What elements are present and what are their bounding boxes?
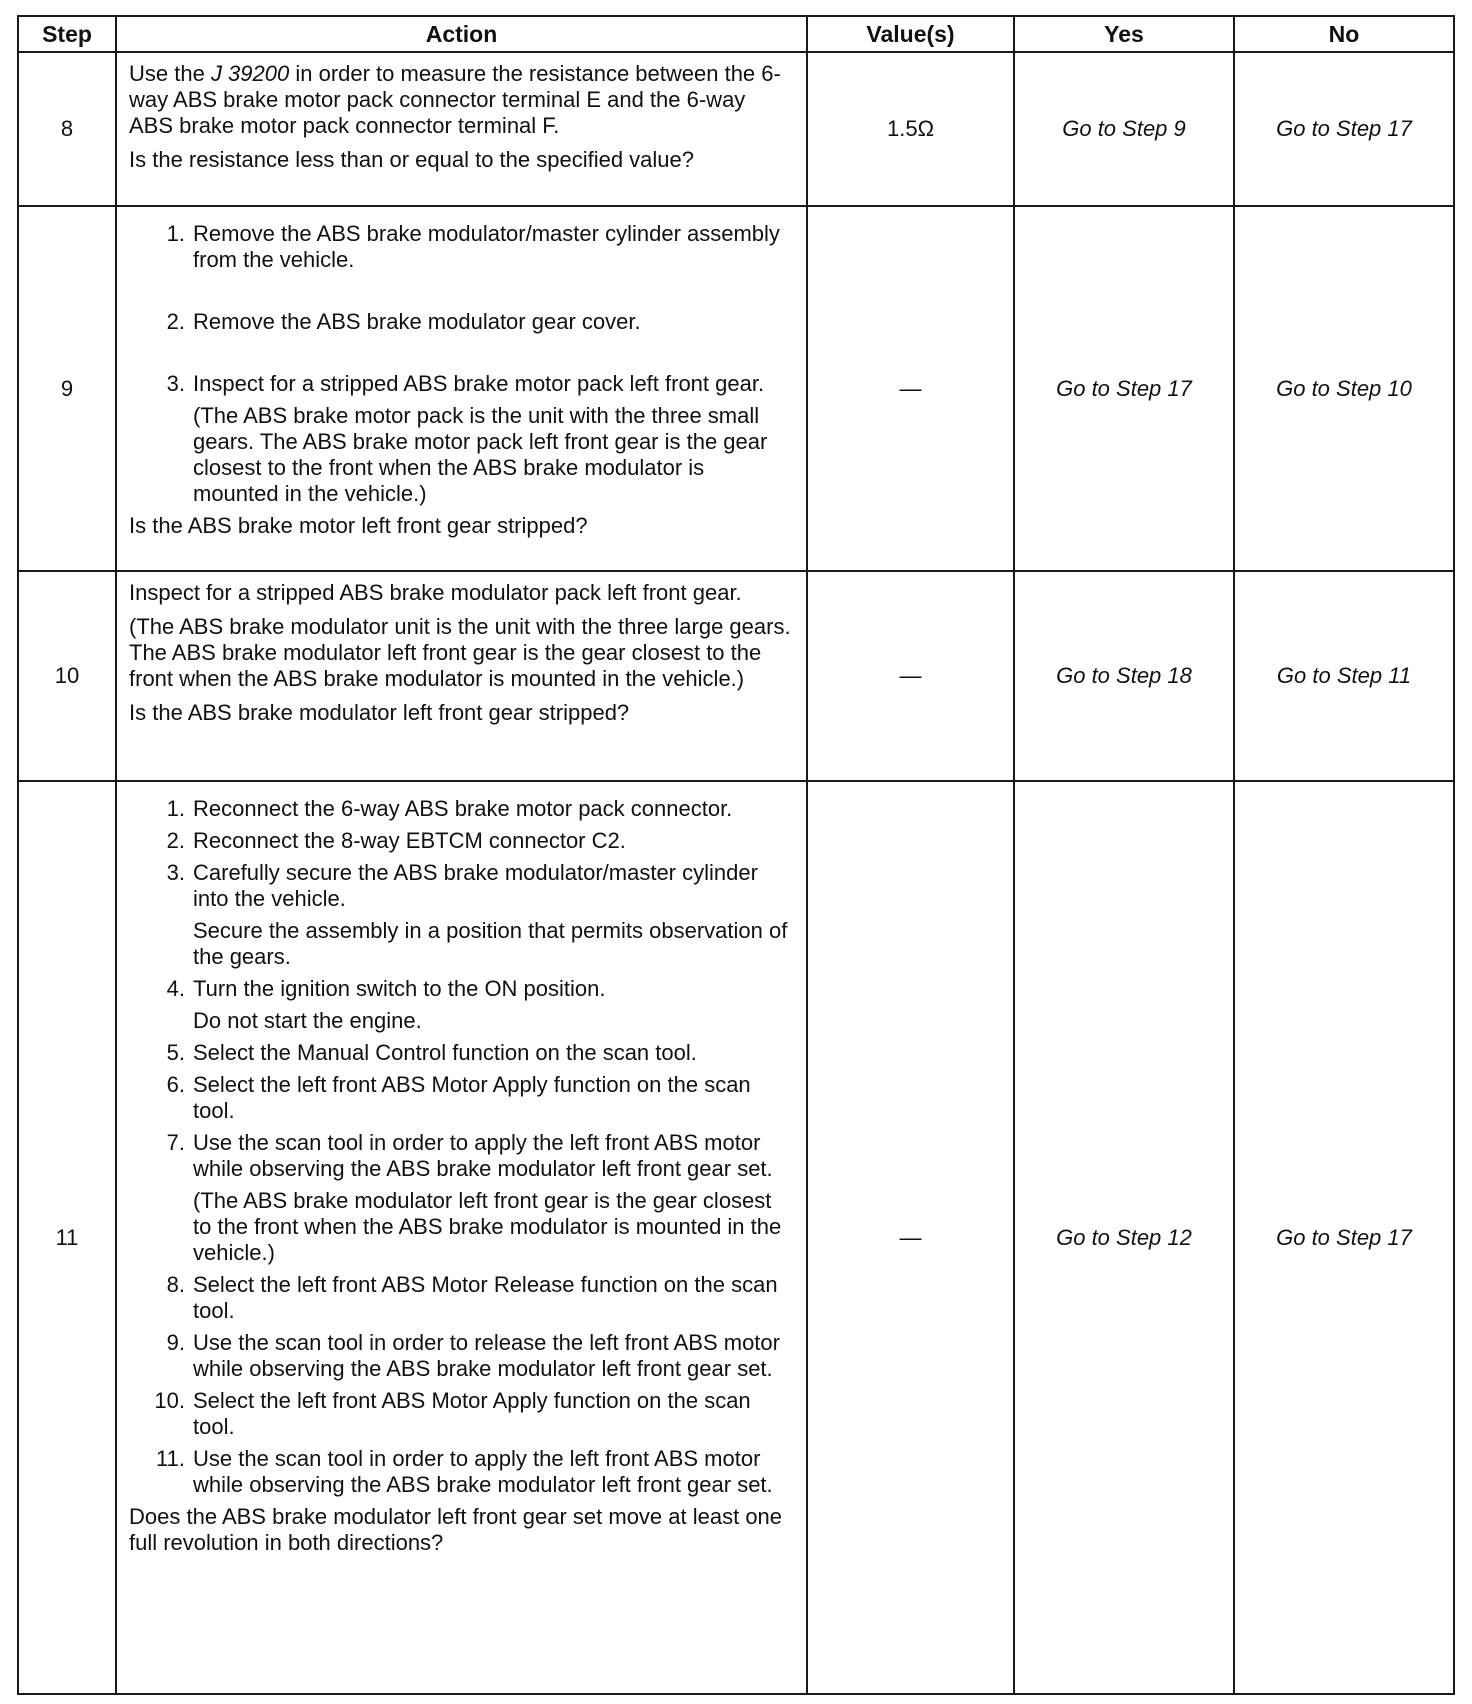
- step-number: 10: [18, 571, 116, 781]
- action-text: Inspect for a stripped ABS brake modulator pack left front gear.: [129, 580, 742, 605]
- header-yes: Yes: [1014, 16, 1234, 52]
- list-item-number: 8.: [166, 1272, 185, 1297]
- list-item-number: 9.: [166, 1330, 185, 1355]
- list-item-number: 5.: [166, 1040, 185, 1065]
- table-row-step-11: [18, 781, 1454, 1694]
- list-item: [129, 1272, 794, 1324]
- table-row-step-8: [18, 52, 1454, 206]
- list-item: [129, 1388, 794, 1440]
- tool-reference: J 39200: [210, 61, 290, 86]
- list-item-text: Turn the ignition switch to the ON position.: [193, 976, 606, 1001]
- list-item-number: 1.: [166, 221, 185, 246]
- list-item-number: 3.: [166, 371, 185, 396]
- action-text-pre: Use the: [129, 61, 211, 86]
- list-item-text: Carefully secure the ABS brake modulator/master cylinder into the vehicle.: [193, 860, 758, 911]
- list-item-text: Remove the ABS brake modulator/master cylinder assembly from the vehicle.: [193, 221, 780, 272]
- yes-cell: Go to Step 17: [1014, 206, 1234, 571]
- header-values: Value(s): [807, 16, 1014, 52]
- action-question: Is the ABS brake modulator left front gear stripped?: [129, 700, 630, 725]
- no-cell: Go to Step 11: [1234, 571, 1454, 781]
- action-text-post: in order to measure the resistance between the 6-way ABS brake motor pack connector terminal E and the 6-way ABS brake motor pack connector terminal F.: [129, 61, 781, 138]
- list-item-note: (The ABS brake modulator left front gear is the gear closest to the front when the ABS brake modulator is mounted in the vehicle.): [193, 1188, 782, 1265]
- list-item: [129, 1330, 794, 1382]
- header-row: [18, 16, 1454, 52]
- action-cell: [116, 781, 807, 1694]
- action-cell: [116, 52, 807, 206]
- action-text: [129, 61, 794, 139]
- list-item-number: 10.: [154, 1388, 185, 1413]
- list-item: [129, 1130, 794, 1266]
- no-cell: Go to Step 17: [1234, 52, 1454, 206]
- list-item: [129, 860, 794, 970]
- action-note: (The ABS brake modulator unit is the unit with the three large gears. The ABS brake modulator left front gear is the gear closest to the front when the ABS brake modulator is mounted in the vehicle.): [129, 614, 791, 691]
- step-number: 8: [18, 52, 116, 206]
- list-item: [129, 1446, 794, 1498]
- value-cell: 1.5Ω: [807, 52, 1014, 206]
- list-item-number: 1.: [166, 796, 185, 821]
- action-question: Is the ABS brake motor left front gear stripped?: [129, 513, 588, 538]
- list-item-text: Use the scan tool in order to apply the left front ABS motor while observing the ABS brake modulator left front gear set.: [193, 1130, 773, 1181]
- list-item-body: [193, 976, 794, 1034]
- list-item-body: [193, 860, 794, 970]
- list-item-number: 11.: [156, 1446, 185, 1471]
- list-item-number: 2.: [166, 828, 185, 853]
- action-list: [129, 796, 794, 1498]
- header-action: Action: [116, 16, 807, 52]
- list-item: [129, 1072, 794, 1124]
- no-cell: Go to Step 10: [1234, 206, 1454, 571]
- list-item-text: Inspect for a stripped ABS brake motor pack left front gear.: [193, 371, 765, 396]
- list-item-note: Do not start the engine.: [193, 1008, 422, 1033]
- header-step: Step: [18, 16, 116, 52]
- action-question: Is the resistance less than or equal to the specified value?: [129, 147, 695, 172]
- list-item-note: (The ABS brake motor pack is the unit with the three small gears. The ABS brake motor pack left front gear is the gear closest to the front when the ABS brake modulator is mounted in the vehicle.): [193, 403, 768, 506]
- no-cell: Go to Step 17: [1234, 781, 1454, 1694]
- list-item-number: 6.: [166, 1072, 185, 1097]
- header-no: No: [1234, 16, 1454, 52]
- action-list: [129, 221, 794, 507]
- list-item: [129, 221, 794, 273]
- table-row-step-9: [18, 206, 1454, 571]
- list-item-number: 3.: [166, 860, 185, 885]
- list-item-number: 2.: [166, 309, 185, 334]
- action-question: Does the ABS brake modulator left front gear set move at least one full revolution in both directions?: [129, 1504, 783, 1555]
- list-item-body: [193, 371, 794, 507]
- list-item-text: Select the left front ABS Motor Release function on the scan tool.: [193, 1272, 778, 1323]
- yes-cell: Go to Step 18: [1014, 571, 1234, 781]
- list-item: [129, 828, 794, 854]
- list-item-text: Select the left front ABS Motor Apply function on the scan tool.: [193, 1388, 751, 1439]
- value-cell: —: [807, 781, 1014, 1694]
- value-cell: —: [807, 571, 1014, 781]
- list-item-text: Remove the ABS brake modulator gear cover.: [193, 309, 641, 334]
- value-cell: —: [807, 206, 1014, 571]
- list-item: [129, 796, 794, 822]
- diagnostic-table: [17, 15, 1455, 1695]
- yes-cell: Go to Step 12: [1014, 781, 1234, 1694]
- list-item-text: Use the scan tool in order to release the left front ABS motor while observing the ABS brake modulator left front gear set.: [193, 1330, 780, 1381]
- list-item-body: [193, 1130, 794, 1266]
- list-item: [129, 371, 794, 507]
- list-item: [129, 309, 794, 335]
- list-item-text: Select the Manual Control function on the scan tool.: [193, 1040, 697, 1065]
- table-row-step-10: [18, 571, 1454, 781]
- list-item: [129, 976, 794, 1034]
- action-cell: [116, 206, 807, 571]
- list-item-note: Secure the assembly in a position that permits observation of the gears.: [193, 918, 788, 969]
- yes-cell: Go to Step 9: [1014, 52, 1234, 206]
- list-item: [129, 1040, 794, 1066]
- list-item-text: Use the scan tool in order to apply the left front ABS motor while observing the ABS brake modulator left front gear set.: [193, 1446, 773, 1497]
- step-number: 11: [18, 781, 116, 1694]
- list-item-text: Select the left front ABS Motor Apply function on the scan tool.: [193, 1072, 751, 1123]
- list-item-text: Reconnect the 6-way ABS brake motor pack connector.: [193, 796, 733, 821]
- step-number: 9: [18, 206, 116, 571]
- list-item-number: 7.: [166, 1130, 185, 1155]
- list-item-text: Reconnect the 8-way EBTCM connector C2.: [193, 828, 626, 853]
- list-item-number: 4.: [166, 976, 185, 1001]
- action-cell: [116, 571, 807, 781]
